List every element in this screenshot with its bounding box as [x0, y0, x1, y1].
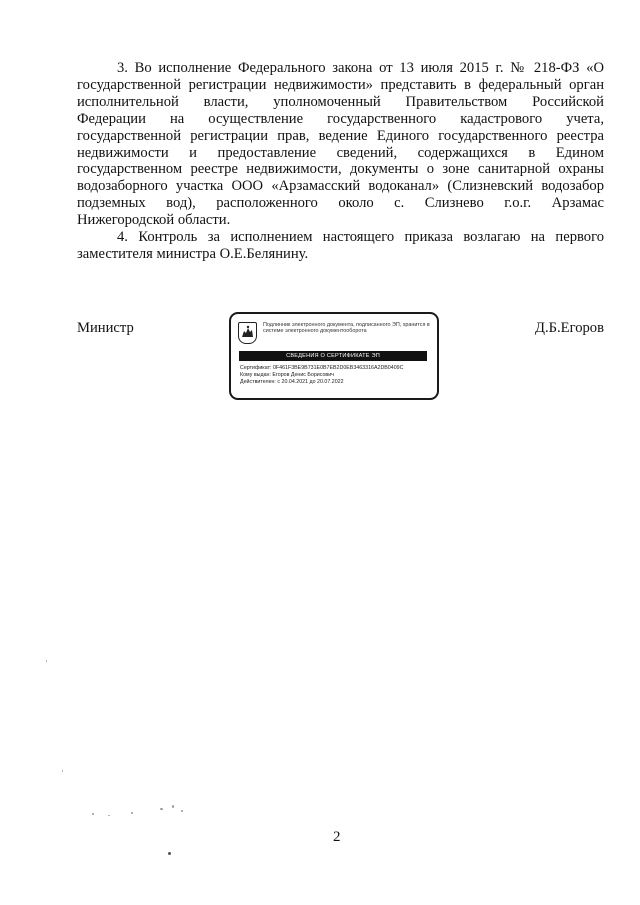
- scan-speck: [46, 660, 47, 662]
- stamp-details: [240, 365, 432, 386]
- paragraph-3-line: подземных вод), расположенного около с. Слизнево г.о.г. Арзамас: [77, 195, 604, 212]
- scan-speck: [160, 808, 163, 810]
- paragraph-3: [77, 60, 604, 229]
- paragraph-3-line: государственном реестре недвижимости, документы о зоне санитарной охраны: [77, 161, 604, 178]
- paragraph-3-line: государственной регистрации прав, ведение Единого государственного реестра: [77, 127, 604, 144]
- paragraph-4-line: 4. Контроль за исполнением настоящего приказа возлагаю на первого: [117, 229, 604, 246]
- paragraph-3-line: государственной регистрации недвижимости» представить в федеральный орган: [77, 76, 604, 93]
- issued-to-label: Кому выдан:: [240, 372, 271, 378]
- scan-speck: [108, 815, 110, 816]
- valid-value: с 20.04.2021 до 20.07.2022: [277, 379, 344, 385]
- certificate-value: 0F461F3BE9B731E0B7EB2D0EB3463316A2DB0409C: [272, 365, 404, 371]
- stamp-note: Подлинник электронного документа, подписанного ЭП, хранится в системе электронного документооборота: [263, 322, 430, 335]
- scan-speck: [181, 810, 183, 812]
- stamp-header: СВЕДЕНИЯ О СЕРТИФИКАТЕ ЭП: [239, 351, 427, 361]
- signer-name: Д.Б.Егоров: [535, 320, 604, 336]
- scan-speck: [131, 812, 133, 814]
- paragraph-3-line: недвижимости и предоставление сведений, содержащихся в Едином: [77, 144, 604, 161]
- scan-speck: [168, 852, 171, 855]
- scan-speck: [172, 805, 174, 808]
- paragraph-3-line: водозаборного участка ООО «Арзамасский водоканал» (Слизневский водозабор: [77, 178, 604, 195]
- electronic-signature-stamp: [229, 312, 439, 400]
- certificate-row: [240, 365, 432, 372]
- valid-row: [240, 379, 432, 386]
- issued-to-row: [240, 372, 432, 379]
- signer-position: Министр: [77, 320, 134, 336]
- document-body: [77, 60, 604, 263]
- valid-label: Действителен:: [240, 379, 276, 385]
- paragraph-4-line: заместителя министра О.Е.Белянину.: [77, 245, 309, 262]
- paragraph-3-line: Федерации на осуществление государственного кадастрового учета,: [77, 110, 604, 127]
- paragraph-3-line: Нижегородской области.: [77, 212, 231, 229]
- paragraph-3-line: исполнительной власти, уполномоченный Правительством Российской: [77, 93, 604, 110]
- coat-of-arms-icon: [238, 322, 257, 344]
- paragraph-4: [77, 229, 604, 263]
- issued-to-value: Егоров Денис Борисович: [272, 372, 334, 378]
- scan-speck: [62, 770, 63, 772]
- scan-speck: [92, 813, 94, 815]
- page-number: 2: [333, 829, 341, 845]
- certificate-label: Сертификат:: [240, 365, 272, 371]
- paragraph-3-line: 3. Во исполнение Федерального закона от 13 июля 2015 г. № 218-ФЗ «О: [117, 60, 604, 76]
